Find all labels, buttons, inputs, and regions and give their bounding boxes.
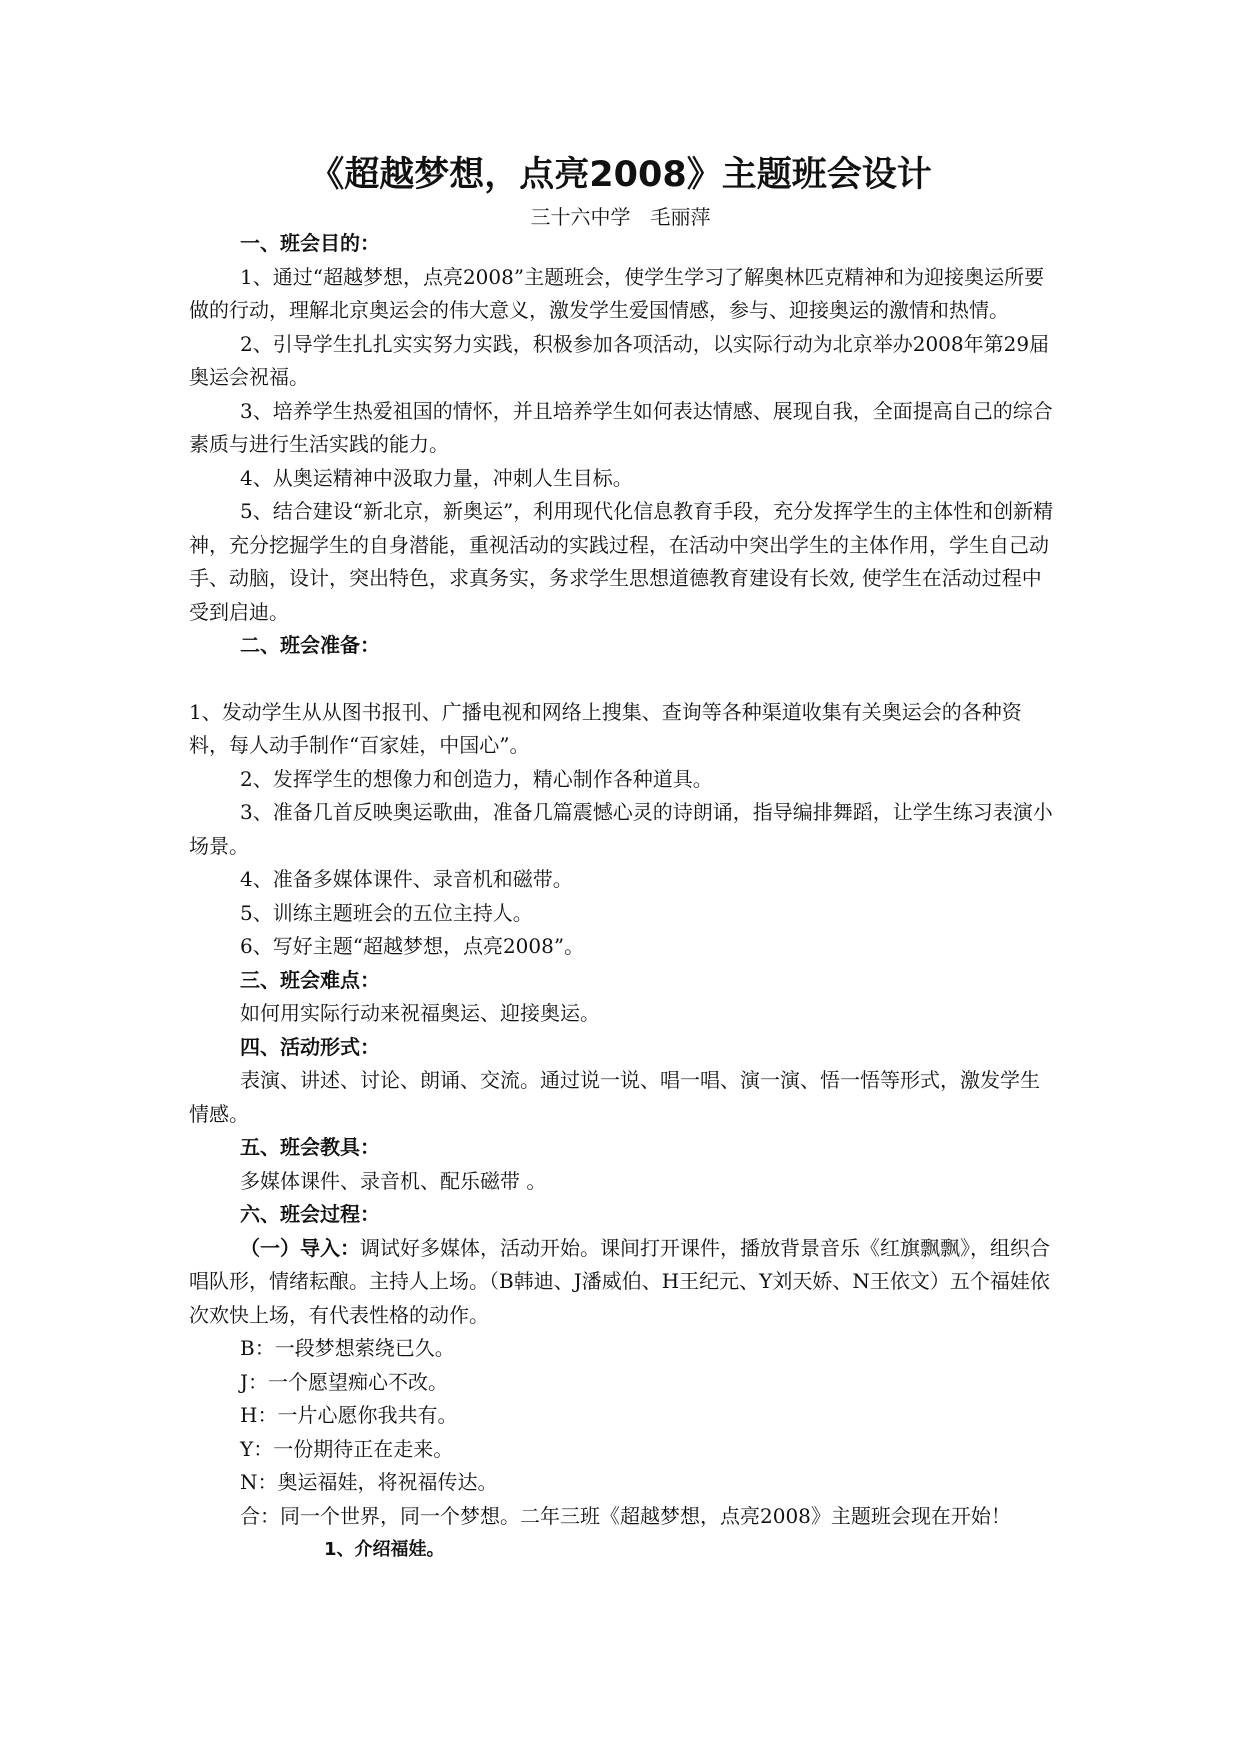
subsection-heading: 1、介绍福娃。: [324, 1539, 445, 1560]
dialogue-line: Y：一份期待正在走来。: [240, 1436, 454, 1461]
section-heading-format: 四、活动形式：: [240, 1034, 380, 1059]
dialogue-line: H：一片心愿你我共有。: [240, 1403, 458, 1427]
section-heading-difficulty: 三、班会难点：: [240, 967, 380, 992]
preparation-item: 6、写好主题“超越梦想，点亮2008”。: [240, 934, 585, 958]
preparation-item: 5、训练主题班会的五位主持人。: [240, 900, 533, 925]
process-intro: [189, 1232, 1055, 1333]
section-heading-preparation: 二、班会准备：: [240, 633, 380, 657]
document-title: 《超越梦想，点亮2008》主题班会设计: [309, 155, 932, 195]
preparation-item: 3、准备几首反映奥运歌曲，准备几篇震憾心灵的诗朗诵，指导编排舞蹈，让学生练习表演小场景。: [189, 800, 1053, 858]
difficulty-text: 如何用实际行动来祝福奥运、迎接奥运。: [240, 1001, 600, 1025]
intro-text: 调试好多媒体，活动开始。课间打开课件，播放背景音乐《红旗飘飘》，组织合唱队形，情绪耘酿。主持人上场。（B韩迪、J潘威伯、H王纪元、Y刘天娇、N王依文）五个福娃依次欢快上场，有代表性格的动作。: [189, 1235, 1050, 1327]
dialogue-line: N：奥运福娃，将祝福传达。: [240, 1470, 498, 1494]
intro-label: （一）导入：: [240, 1235, 360, 1260]
goal-item: 5、结合建设“新北京，新奥运”，利用现代化信息教育手段，充分发挥学生的主体性和创新精神，充分挖掘学生的自身潜能，重视活动的实践过程，在活动中突出学生的主体作用，学生自己动手、动脑，设计，突出特色，求真务实，务求学生思想道德教育建设有长效, 使学生在活动过程中受到启迪。: [189, 499, 1054, 624]
section-heading-goals: 一、班会目的：: [240, 231, 380, 255]
blank-line: [189, 663, 1055, 696]
section-heading-tools: 五、班会教具：: [240, 1135, 380, 1159]
dialogue-line: B：一段梦想萦绕已久。: [240, 1336, 455, 1360]
goal-item: 2、引导学生扎扎实实努力实践，积极参加各项活动，以实际行动为北京举办2008年第29届奥运会祝福。: [189, 331, 1050, 389]
document-body: [189, 227, 1055, 1567]
format-text: 表演、讲述、讨论、朗诵、交流。通过说一说、唱一唱、演一演、悟一悟等形式，激发学生情感。: [189, 1068, 1040, 1126]
preparation-item: 2、发挥学生的想像力和创造力，精心制作各种道具。: [240, 766, 713, 791]
preparation-item: 1、发动学生从从图书报刊、广播电视和网络上搜集、查询等各种渠道收集有关奥运会的各种资料，每人动手制作“百家娃，中国心”。: [189, 699, 1022, 757]
preparation-item: 4、准备多媒体课件、录音机和磁带。: [240, 867, 573, 891]
dialogue-line: J：一个愿望痴心不改。: [240, 1369, 449, 1394]
tools-text: 多媒体课件、录音机、配乐磁带 。: [240, 1168, 547, 1193]
goal-item: 3、培养学生热爱祖国的情怀，并且培养学生如何表达情感、展现自我，全面提高自己的综合素质与进行生活实践的能力。: [189, 398, 1053, 456]
section-heading-process: 六、班会过程：: [240, 1202, 380, 1226]
goal-item: 4、从奥运精神中汲取力量，冲刺人生目标。: [240, 465, 633, 490]
author-byline: 三十六中学 毛丽萍: [530, 205, 711, 229]
closing-line: 合：同一个世界，同一个梦想。二年三班《超越梦想，点亮2008》主题班会现在开始！: [240, 1503, 1011, 1528]
goal-item: 1、通过“超越梦想，点亮2008”主题班会，使学生学习了解奥林匹克精神和为迎接奥运所要做的行动，理解北京奥运会的伟大意义，激发学生爱国情感，参与、迎接奥运的激情和热情。: [189, 264, 1045, 322]
